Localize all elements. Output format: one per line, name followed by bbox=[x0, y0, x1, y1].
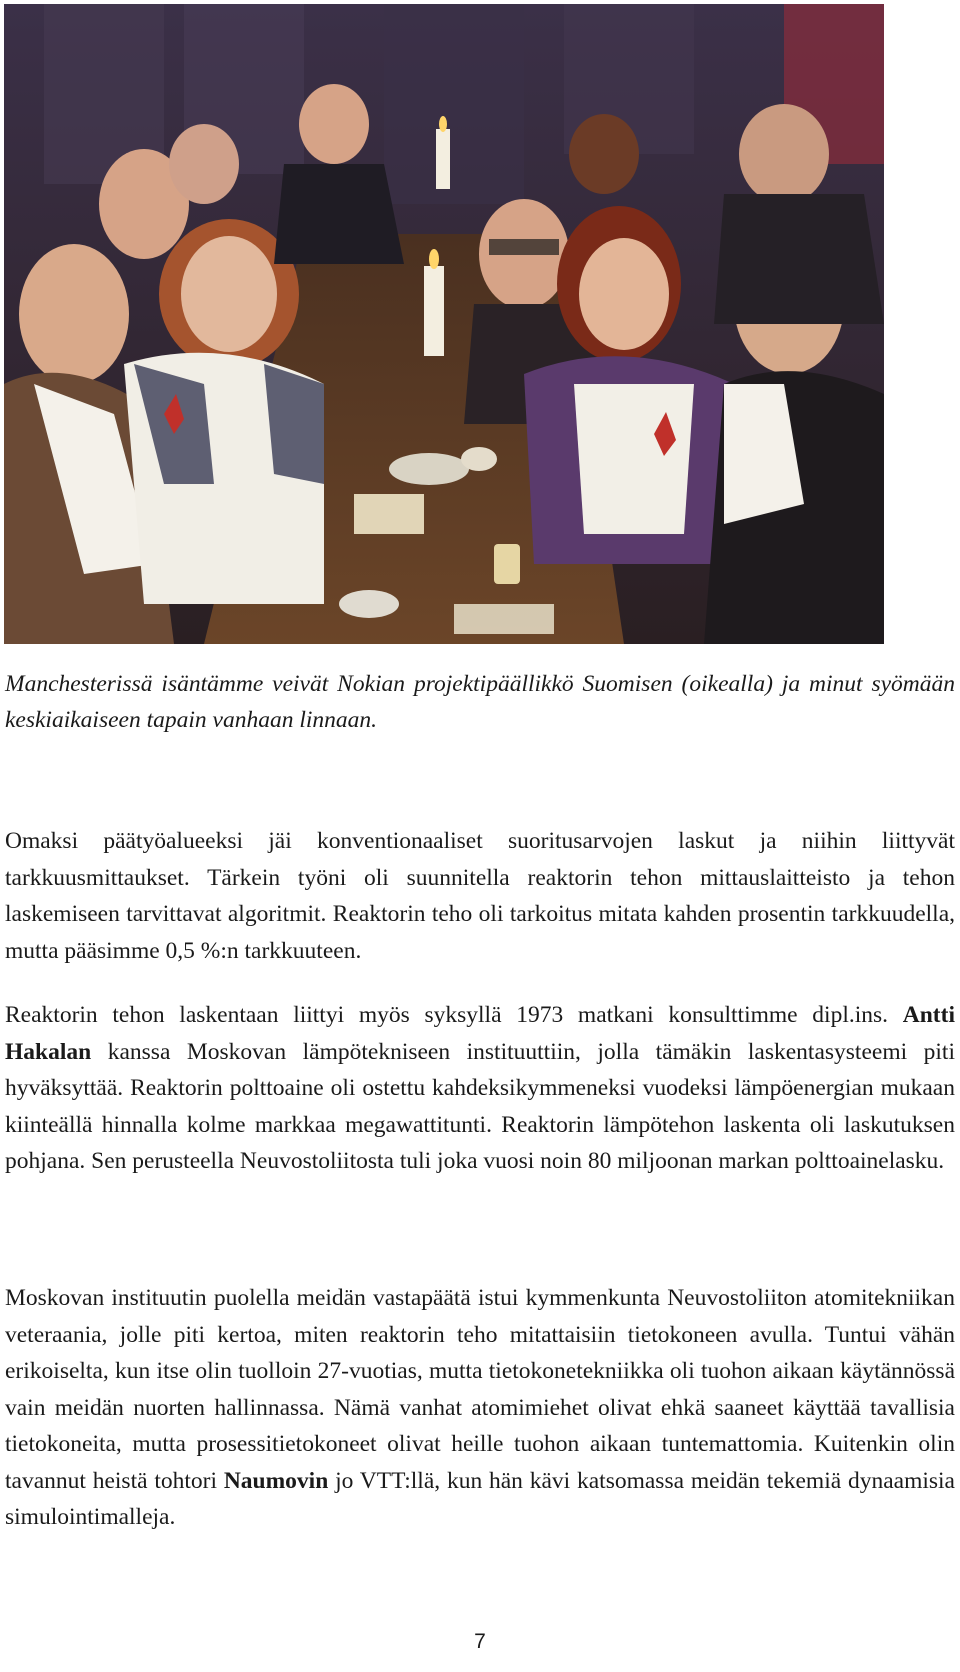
banquet-photo-illustration bbox=[4, 4, 884, 644]
page-number: 7 bbox=[474, 1630, 486, 1653]
paragraph-3 bbox=[5, 1280, 955, 1536]
paragraph-3-text-a: Moskovan instituutin puolella meidän vastapäätä istui kymmenkunta Neuvostoliiton atomitekniikan veteraania, jolle piti kertoa, miten reaktorin teho mitattaisiin tietokoneen avulla. Tuntui vähän erikoiselta, kun itse olin tuolloin 27-vuotias, mutta tietokonetekniikka oli tuohon aikaan käytännössä vain meidän nuorten hallinnassa. Nämä vanhat atomimiehet olivat ehkä saaneet käyttää tavallisia tietokoneita, mutta prosessitietokoneet olivat heille tuohon aikaan tuntemattomia. Kuitenkin olin tavannut heistä tohtori bbox=[5, 1285, 955, 1494]
person-name-naumov: Naumovin bbox=[223, 1467, 329, 1494]
person-name-hakala: Antti Hakalan bbox=[5, 1002, 955, 1065]
banquet-photo bbox=[4, 4, 884, 644]
photo-caption: Manchesterissä isäntämme veivät Nokian projektipäällikkö Suomisen (oikealla) ja minut syömään keskiaikaiseen tapain vanhaan linnaan. bbox=[5, 671, 955, 733]
paragraph-2-text-b: kanssa Moskovan lämpötekniseen instituuttiin, jolla tämäkin laskentasysteemi piti hyväksyttää. Reaktorin polttoaine oli ostettu kahdeksikymmeneksi vuodeksi lämpöenergian mukaan kiinteällä hinnalla kolme markkaa megawattitunti. Reaktorin lämpötehon laskenta oli laskutuksen pohjana. Sen perusteella Neuvostoliitosta tuli joka vuosi noin 80 miljoonan markan polttoainelasku. bbox=[5, 1038, 955, 1174]
paragraph-2-text-a: Reaktorin tehon laskentaan liittyi myös syksyllä 1973 matkani konsulttimme dipl.ins. bbox=[5, 1002, 903, 1028]
paragraph-2 bbox=[5, 997, 955, 1180]
paragraph-3-text-b: jo VTT:llä, kun hän kävi katsomassa meidän tekemiä dynaamisia simulointimalleja. bbox=[5, 1467, 955, 1530]
paragraph-1: Omaksi päätyöalueeksi jäi konventionaaliset suoritusarvojen laskut ja niihin liittyvät tarkkuusmittaukset. Tärkein työni oli suunnitella reaktorin tehon mittauslaitteisto ja tehon laskemiseen tarvittavat algoritmit. Reaktorin teho oli tarkoitus mitata kahden prosentin tarkkuudella, mutta pääsimme 0,5 %:n tarkkuuteen. bbox=[5, 828, 955, 964]
